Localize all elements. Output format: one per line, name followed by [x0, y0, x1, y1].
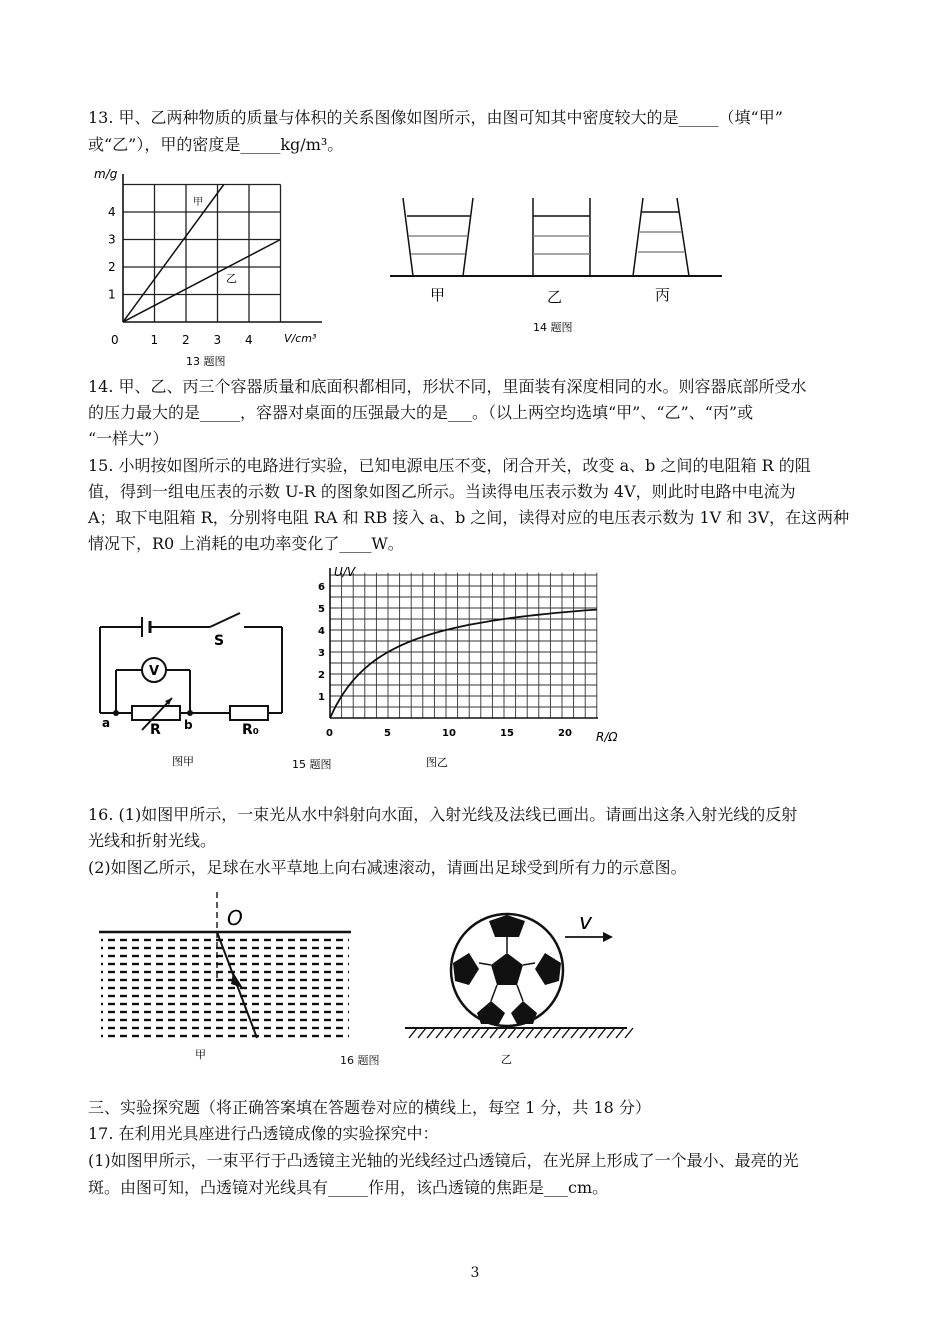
caption-yi: 乙	[501, 1053, 512, 1066]
series-line-yi	[123, 240, 281, 323]
container-jia	[403, 198, 473, 276]
y-tick-label: 2	[108, 260, 116, 274]
figure-13-mass-volume-chart	[90, 160, 340, 372]
q17-line2: (1)如图甲所示，一束平行于凸透镜主光轴的光线经过凸透镜后，在光屏上形成了一个最小、最亮的光	[88, 1151, 799, 1170]
ground-hatch	[580, 1028, 588, 1038]
figure-15-circuit	[92, 605, 292, 775]
q14-line1: 14. 甲、乙、丙三个容器质量和底面积都相同，形状不同，里面装有深度相同的水。则容器底部所受水	[88, 377, 807, 396]
figure-13-caption: 13 题图	[186, 355, 226, 368]
q15-line3: A；取下电阻箱 R，分别将电阻 RA 和 RB 接入 a、b 之间，读得对应的电压表示数为 1V 和 3V，在这两种	[88, 508, 850, 527]
ground-hatch	[418, 1028, 426, 1038]
x-axis-label: R/Ω	[596, 730, 618, 744]
x-tick-label: 20	[558, 728, 572, 739]
ground-hatch	[472, 1028, 480, 1038]
series-line-jia	[123, 185, 224, 323]
resistor-R0	[230, 706, 268, 720]
y-tick-label: 5	[318, 604, 325, 615]
ground-hatch	[625, 1028, 633, 1038]
switch-label: S	[214, 633, 225, 649]
ground-hatch	[616, 1028, 624, 1038]
y-tick-label: 6	[318, 582, 325, 593]
y-tick-label: 4	[318, 626, 325, 637]
y-tick-label: 3	[318, 648, 325, 659]
voltmeter-label: V	[149, 664, 160, 679]
figure-14-caption: 14 题图	[533, 321, 573, 334]
y-axis-label: m/g	[94, 167, 118, 181]
y-tick-label: 4	[108, 205, 116, 219]
label-bing: 丙	[655, 286, 671, 304]
velocity-label: v	[579, 910, 593, 935]
page-number: 3	[470, 1265, 480, 1281]
label-jia: 甲	[430, 286, 446, 304]
y-tick-label: 1	[318, 692, 325, 703]
football	[451, 914, 563, 1026]
figure-14-containers	[385, 190, 725, 340]
q16-line3: (2)如图乙所示，足球在水平草地上向右减速滚动，请画出足球受到所有力的示意图。	[88, 858, 687, 877]
q16-line1: 16. (1)如图甲所示，一束光从水中斜射向水面，入射光线及法线已画出。请画出这条入射光线的反射	[88, 805, 798, 824]
ground-hatch	[454, 1028, 462, 1038]
figure-15-caption: 15 题图	[292, 758, 332, 771]
ground-hatch	[607, 1028, 615, 1038]
ground-hatch	[535, 1028, 543, 1038]
q15-line1: 15. 小明按如图所示的电路进行实验，已知电源电压不变，闭合开关，改变 a、b 之间的电阻箱 R 的阻	[88, 456, 811, 475]
x-tick-label: 10	[442, 728, 456, 739]
figure-16-caption: 16 题图	[340, 1054, 380, 1067]
figure-16-refraction	[95, 888, 355, 1073]
x-tick-label: 4	[245, 333, 253, 347]
ground-hatch	[562, 1028, 570, 1038]
resistor-R0-label: R₀	[242, 722, 259, 738]
ground-hatch	[526, 1028, 534, 1038]
ground-hatch	[499, 1028, 507, 1038]
ground-hatch	[589, 1028, 597, 1038]
ground-hatch	[481, 1028, 489, 1038]
ground-hatch	[409, 1028, 417, 1038]
water-region	[101, 934, 349, 1040]
container-bing	[633, 198, 689, 276]
q17-line1: 17. 在利用光具座进行凸透镜成像的实验探究中：	[88, 1124, 439, 1143]
point-O: O	[227, 906, 243, 930]
terminal-a: a	[102, 716, 111, 730]
series-label-yi: 乙	[226, 272, 237, 285]
x-tick-label: 2	[182, 333, 190, 347]
ground-hatch	[427, 1028, 435, 1038]
x-tick-label: 3	[213, 333, 222, 347]
y-axis-label: U/V	[334, 565, 356, 579]
x-tick-label: 1	[150, 333, 159, 347]
q13-line1: 13. 甲、乙两种物质的质量与体积的关系图像如图所示，由图可知其中密度较大的是_____（填“甲”	[88, 108, 783, 127]
y-tick-label: 3	[108, 232, 116, 247]
switch-blade	[210, 613, 240, 627]
container-yi	[533, 198, 590, 276]
resistance-box-R	[132, 706, 180, 720]
ground-hatch	[598, 1028, 606, 1038]
y-tick-label: 1	[108, 287, 116, 302]
x-tick-label: 0	[326, 728, 333, 739]
x-tick-label: 5	[384, 728, 391, 739]
figure-16-football	[395, 905, 635, 1075]
ground-hatch	[571, 1028, 579, 1038]
x-tick-label: 15	[500, 728, 514, 739]
q15-line4: 情况下，R0 上消耗的电功率变化了____W。	[88, 534, 404, 553]
section-3-heading: 三、实验探究题（将正确答案填在答题卷对应的横线上，每空 1 分，共 18 分）	[88, 1098, 651, 1117]
ground-hatch	[544, 1028, 552, 1038]
resistor-R-label: R	[150, 722, 161, 738]
x-tick-label: 0	[111, 333, 119, 347]
label-yi: 乙	[547, 288, 563, 306]
series-label-jia: 甲	[193, 197, 203, 208]
q16-line2: 光线和折射光线。	[88, 831, 217, 850]
ground-hatch	[517, 1028, 525, 1038]
y-tick-label: 2	[318, 670, 325, 681]
q14-line3: “一样大”）	[88, 429, 169, 448]
q13-line2: 或“乙”），甲的密度是_____kg/m³。	[88, 135, 344, 154]
q15-line2: 值，得到一组电压表的示数 U-R 的图象如图乙所示。当读得电压表示数为 4V，则此时电路中电流为	[88, 482, 796, 501]
ground-hatch	[445, 1028, 453, 1038]
ground-hatch	[436, 1028, 444, 1038]
q14-line2: 的压力最大的是_____，容器对桌面的压强最大的是___。（以上两空均选填“甲”、“乙”、“丙”或	[88, 403, 754, 422]
ground-hatch	[553, 1028, 561, 1038]
caption-jia: 甲	[195, 1048, 206, 1061]
figure-15-ur-chart	[292, 560, 640, 780]
caption-tujia: 图甲	[172, 755, 194, 768]
ground-hatch	[490, 1028, 498, 1038]
terminal-b: b	[184, 718, 193, 732]
x-axis-label: V/cm³	[284, 332, 317, 345]
ground-hatch	[463, 1028, 471, 1038]
caption-tuyi: 图乙	[426, 756, 448, 769]
ground-hatch	[508, 1028, 516, 1038]
q17-line3: 斑。由图可知，凸透镜对光线具有_____作用，该凸透镜的焦距是___cm。	[88, 1178, 609, 1197]
